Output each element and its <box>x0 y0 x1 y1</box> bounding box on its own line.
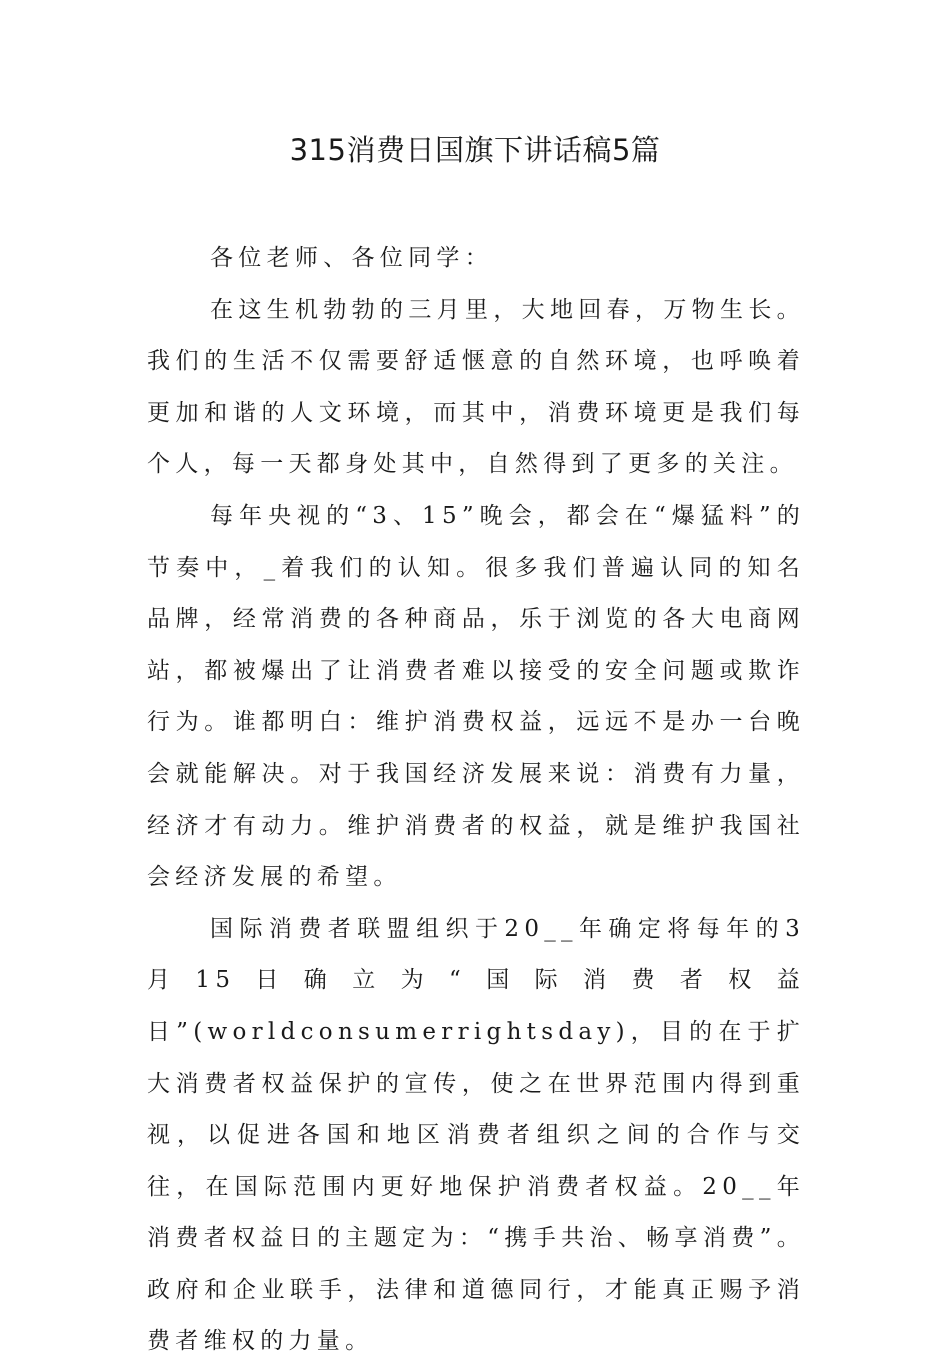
paragraph-3: 国际消费者联盟组织于20__年确定将每年的3月15日确立为“国际消费者权益日”(worldconsumerrightsday)，目的在于扩大消费者权益保护的宣传，使之在世界范围内得到重视，以促进各国和地区消费者组织之间的合作与交往，在国际范围内更好地保护消费者权益。20__年消费者权益日的主题定为：“携手共治、畅享消费”。政府和企业联手，法律和道德同行，才能真正赐予消费者维权的力量。 <box>147 915 805 1355</box>
document-title: 315消费日国旗下讲话稿5篇 <box>289 133 661 167</box>
paragraph-greeting: 各位老师、各位同学： <box>210 245 493 271</box>
paragraph-1: 在这生机勃勃的三月里，大地回春，万物生长。我们的生活不仅需要舒适惬意的自然环境，也呼唤着更加和谐的人文环境，而其中，消费环境更是我们每个人，每一天都身处其中，自然得到了更多的关注。 <box>147 296 805 478</box>
document-body <box>147 233 805 1368</box>
paragraph-2: 每年央视的“3、15”晚会，都会在“爆猛料”的节奏中，_着我们的认知。很多我们普遍认同的知名品牌，经常消费的各种商品，乐于浏览的各大电商网站，都被爆出了让消费者难以接受的安全问题或欺诈行为。谁都明白：维护消费权益，远远不是办一台晚会就能解决。对于我国经济发展来说：消费有力量，经济才有动力。维护消费者的权益，就是维护我国社会经济发展的希望。 <box>147 502 805 891</box>
